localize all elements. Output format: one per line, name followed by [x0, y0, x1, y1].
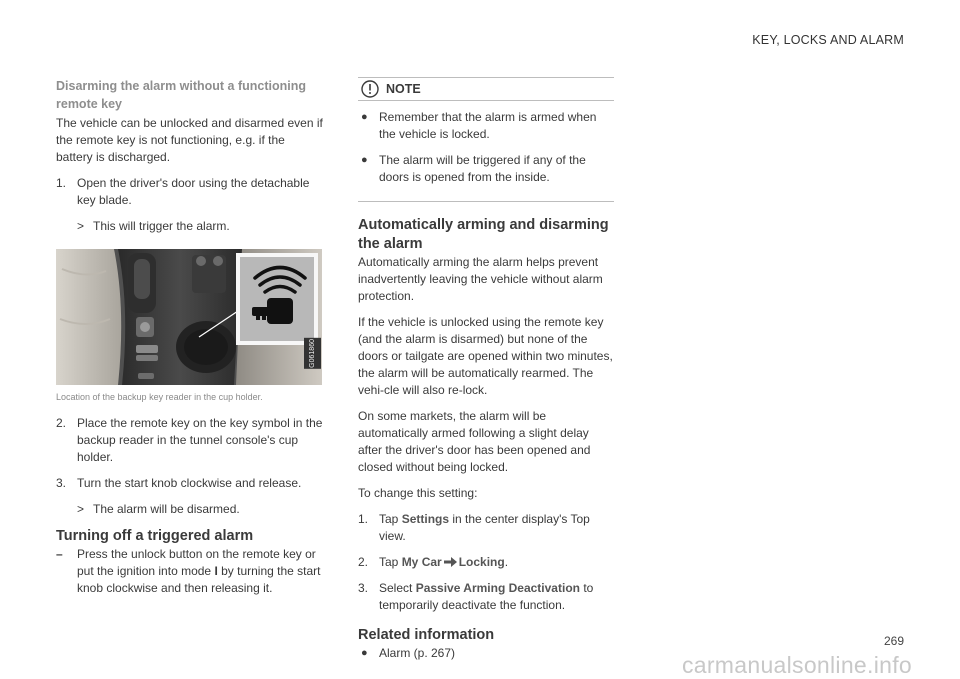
note-bullet: [358, 109, 614, 143]
setting-step-2: [358, 554, 614, 571]
step-post: in the center display's Top view.: [379, 512, 590, 543]
step-pre: Tap: [379, 512, 402, 526]
bullet-dot: ●: [361, 647, 368, 659]
step-number: 2.: [358, 555, 369, 569]
step-2: [56, 415, 324, 466]
step-number: 3.: [358, 581, 369, 595]
result-text: This will trigger the alarm.: [93, 219, 230, 233]
bullet-dot: ●: [361, 111, 368, 123]
related-link-text[interactable]: Alarm (p. 267): [379, 646, 456, 660]
auto-para-1: Automatically arming the alarm helps prevent inadvertently leaving the vehicle without alarm protection.: [358, 255, 603, 303]
step-number: 2.: [56, 416, 67, 430]
info-circle-icon: [360, 79, 380, 99]
dash-text-b: by turning the start knob clockwise and then releasing it.: [77, 564, 321, 595]
step-1: [56, 175, 324, 209]
locking-label: Locking: [458, 555, 505, 569]
result-symbol: >: [77, 219, 85, 233]
step-3: [56, 475, 324, 492]
step-text: Turn the start knob clockwise and release.: [77, 476, 302, 490]
auto-para-3: On some markets, the alarm will be automatically armed following a slight delay after the driver's door has been opened and closed without being locked.: [358, 409, 591, 474]
intro-paragraph: The vehicle can be unlocked and disarmed even if the remote key is not functioning, e.g. if the battery is discharged.: [56, 116, 323, 164]
related-link[interactable]: [358, 645, 614, 662]
result-symbol: >: [77, 502, 85, 516]
auto-para-2: If the vehicle is unlocked using the remote key (and the alarm is disarmed) but none of the doors or tailgate are opened within two minutes, the alarm will be automatically rearmed. The vehi-cle will also re-lock.: [358, 315, 613, 397]
page-number: 269: [883, 634, 904, 648]
step-number: 3.: [56, 476, 67, 490]
setting-step-1: [358, 511, 614, 545]
passive-arming-label: Passive Arming Deactivation: [415, 581, 580, 595]
step-pre: Tap: [379, 555, 402, 569]
setting-step-3: [358, 580, 614, 614]
section-header: KEY, LOCKS AND ALARM: [752, 33, 904, 47]
my-car-label: My Car: [401, 555, 442, 569]
bullet-dot: ●: [361, 154, 368, 166]
step-number: 1.: [56, 176, 67, 190]
note-label: NOTE: [386, 81, 421, 96]
step-text: Place the remote key on the key symbol in the backup reader in the tunnel console's cup holder.: [77, 416, 323, 464]
dash-item: [56, 546, 324, 597]
note-bullet-text: Remember that the alarm is armed when the vehicle is locked.: [379, 110, 597, 141]
dash-symbol: –: [56, 547, 63, 561]
arrow-right-icon: [444, 557, 457, 567]
figure-caption: Location of the backup key reader in the cup holder.: [56, 392, 263, 402]
subheading-disarm: Disarming the alarm without a functioning remote key: [56, 79, 307, 111]
figure-code: G061860: [304, 338, 321, 369]
step-post: .: [504, 555, 509, 569]
cup-holder-photo: [56, 249, 322, 385]
ignition-mode: I: [214, 564, 218, 578]
note-bullet-text: The alarm will be triggered if any of the doors is opened from the inside.: [379, 153, 586, 184]
note-box: [358, 77, 614, 202]
dash-text-a: Press the unlock button on the remote key or put the ignition into mode: [77, 547, 316, 578]
heading-turn-off-alarm: Turning off a triggered alarm: [56, 528, 254, 544]
step-number: 1.: [358, 512, 369, 526]
right-column: [358, 77, 614, 668]
step-post: to temporarily deactivate the function.: [379, 581, 594, 612]
left-column: [56, 77, 324, 606]
result-text: The alarm will be disarmed.: [93, 502, 240, 516]
step-1-result: [56, 218, 324, 235]
step-pre: Select: [379, 581, 416, 595]
step-3-result: [56, 501, 324, 518]
auto-para-4: To change this setting:: [358, 486, 478, 500]
note-header: [358, 78, 614, 101]
heading-related-info: Related information: [358, 627, 495, 643]
cup-holder-figure: [56, 249, 322, 385]
settings-label: Settings: [401, 512, 450, 526]
note-bullet: [358, 152, 614, 186]
watermark: carmanualsonline.info: [681, 652, 912, 678]
heading-auto-arming: Automatically arming and disarming the alarm: [358, 217, 609, 252]
step-text: Open the driver's door using the detachable key blade.: [77, 176, 310, 207]
